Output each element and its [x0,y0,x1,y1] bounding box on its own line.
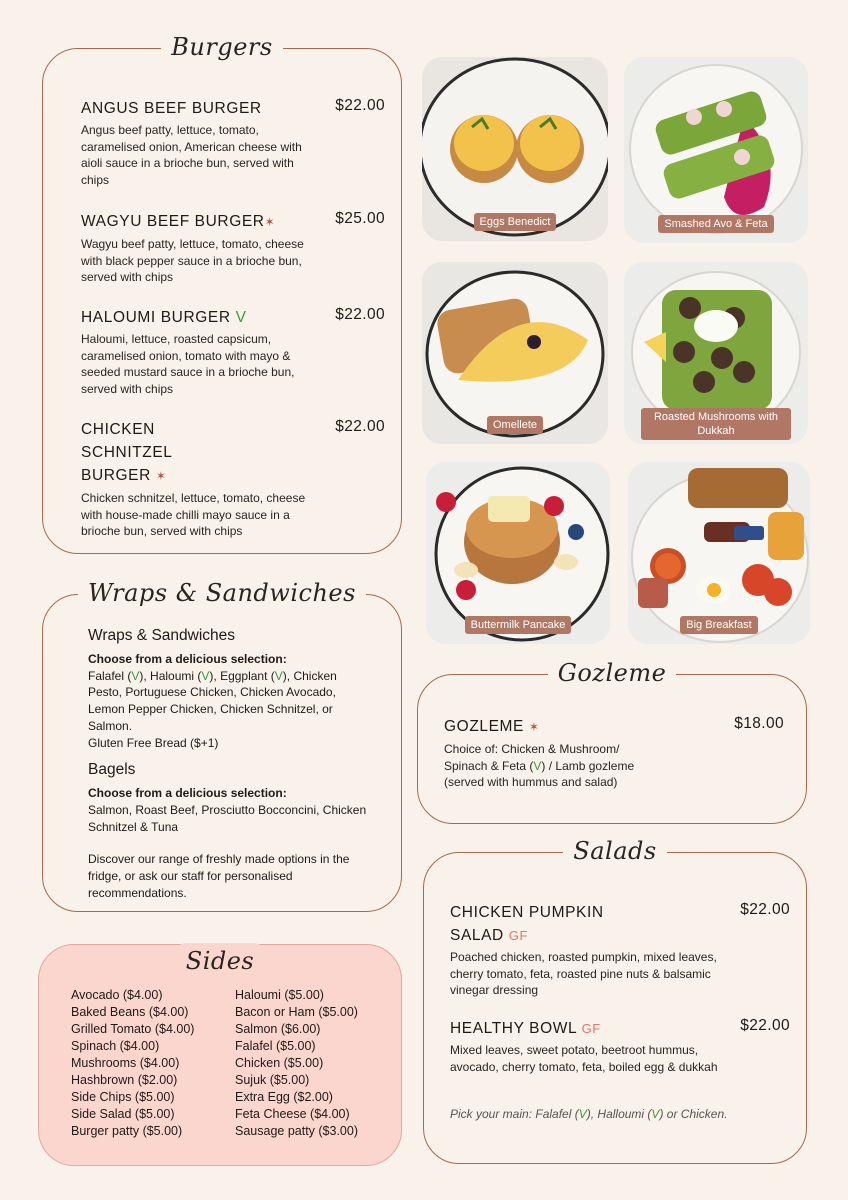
side-item: Avocado ($4.00) [71,988,163,1002]
menu-item [444,715,784,791]
gozleme-panel [417,659,807,824]
vegetarian-marker: V [235,309,247,326]
vegetarian-marker: V [201,668,210,683]
item-description [444,741,784,791]
gozleme-title: Gozleme [548,655,677,691]
photo-omelette [422,262,608,444]
side-item: Haloumi ($5.00) [235,988,324,1002]
wraps-choose-label: Choose from a delicious selection: [88,652,287,666]
gozleme-desc-text: Choice of: Chicken & Mushroom/ Spinach & Feta ( [444,742,620,773]
side-item: Sujuk ($5.00) [235,1073,310,1087]
gluten-free-note: Gluten Free Bread ($+1) [88,735,219,750]
photo-roasted-mushrooms [624,262,808,444]
sides-panel [38,944,402,1166]
bagels-list: Salmon, Roast Beef, Prosciutto Bocconcini, Chicken Schnitzel & Tuna [88,802,367,834]
photo-smashed-avo [624,57,808,243]
pick-main-text: ), Halloumi ( [586,1107,652,1121]
pick-main-text: Pick your main: Falafel ( [450,1107,579,1121]
wraps-heading: Wraps & Sandwiches [88,627,236,644]
wraps-content [88,625,373,901]
item-description: Poached chicken, roasted pumpkin, mixed leaves, cherry tomato, feta, roasted pine nuts & balsamic vinegar dressing [450,950,717,998]
item-name: ANGUS BEEF BURGER [81,100,262,117]
side-item: Side Salad ($5.00) [71,1107,175,1121]
item-description: Angus beef patty, lettuce, tomato, caramelised onion, American cheese with aioli sauce in a brioche bun, served with chips [81,123,302,188]
gozleme-desc-text: ) / Lamb gozleme (served with hummus and salad) [444,758,635,790]
side-item: Sausage patty ($3.00) [235,1124,358,1138]
vegetarian-marker: V [274,668,283,683]
side-item: Spinach ($4.00) [71,1039,160,1053]
side-item: Mushrooms ($4.00) [71,1056,180,1070]
item-name: GOZLEME [444,718,524,735]
gluten-free-marker: GF [508,928,529,943]
photo-caption: Buttermilk Pancake [465,616,572,634]
side-item: Feta Cheese ($4.00) [235,1107,350,1121]
item-price: $25.00 [335,210,385,227]
item-description: Wagyu beef patty, lettuce, tomato, cheese with black pepper sauce in a brioche bun, served with chips [81,237,304,285]
item-description: Mixed leaves, sweet potato, beetroot hummus, avocado, cherry tomato, feta, boiled egg & dukkah [450,1043,718,1074]
item-price: $22.00 [740,901,790,918]
wraps-list-text: Falafel ( [88,668,132,683]
wraps-list-text: ), Haloumi ( [139,668,202,683]
wraps-panel [42,579,402,912]
chilli-star-icon: ✶ [155,469,167,483]
menu-item [81,418,385,540]
burgers-title: Burgers [161,29,282,65]
photo-caption: Eggs Benedict [474,213,557,231]
salads-panel [423,837,807,1164]
wraps-list-text: ), Eggplant ( [209,668,275,683]
photo-big-breakfast [628,462,810,644]
bagels-choose-label: Choose from a delicious selection: [88,786,287,801]
side-item: Extra Egg ($2.00) [235,1090,333,1104]
side-item: Burger patty ($5.00) [71,1124,183,1138]
menu-item [81,97,385,189]
wraps-list-text: ), Chicken Pesto, Portuguese Chicken, Chicken Avocado, Lemon Pepper Chicken, Chicken Schnitzel, or Salmon. [88,668,337,733]
item-description: Chicken schnitzel, lettuce, tomato, cheese with house-made chilli mayo sauce in a brioche bun, served with chips [81,491,306,539]
photo-caption: Roasted Mushrooms with Dukkah [641,408,791,440]
sides-list [71,987,385,1140]
side-item: Grilled Tomato ($4.00) [71,1022,195,1036]
vegetarian-marker: V [533,758,542,773]
side-item: Side Chips ($5.00) [71,1090,175,1104]
item-name: CHICKEN PUMPKIN SALAD [450,904,604,944]
photo-caption: Big Breakfast [680,616,757,634]
chilli-star-icon: ✶ [264,215,276,229]
side-item: Bacon or Ham ($5.00) [235,1005,358,1019]
side-item: Salmon ($6.00) [235,1022,321,1036]
side-item: Baked Beans ($4.00) [71,1005,189,1019]
wraps-list [88,668,373,735]
vegetarian-marker: V [651,1107,660,1121]
photo-buttermilk-pancake [426,462,610,644]
item-name: WAGYU BEEF BURGER [81,213,265,230]
vegetarian-marker: V [131,668,140,683]
item-price: $18.00 [734,715,784,732]
item-price: $22.00 [335,97,385,114]
pick-main-text: ) or Chicken. [659,1107,728,1121]
photo-caption: Smashed Avo & Feta [658,215,773,233]
item-price: $22.00 [740,1017,790,1034]
menu-item [81,306,385,398]
item-price: $22.00 [335,306,385,323]
side-item: Chicken ($5.00) [235,1056,324,1070]
sides-title: Sides [176,943,265,979]
photo-caption: Omellete [487,416,543,434]
item-name: HEALTHY BOWL [450,1020,577,1037]
menu-item [450,1017,790,1075]
item-description: Haloumi, lettuce, roasted capsicum, caramelised onion, tomato with mayo & seeded mustard sauce in a brioche bun, served with chips [81,332,295,397]
vegetarian-marker: V [578,1107,587,1121]
fridge-note: Discover our range of freshly made options in the fridge, or ask our staff for personalised recommendations. [88,852,350,900]
burgers-panel [42,33,402,554]
gluten-free-marker: GF [581,1021,601,1036]
item-name: HALOUMI BURGER [81,309,231,326]
menu-item [450,901,790,999]
pick-main-note [450,1106,742,1123]
salads-title: Salads [563,833,666,869]
photo-eggs-benedict [422,57,608,241]
chilli-star-icon: ✶ [528,720,540,734]
item-price: $22.00 [335,418,385,435]
side-item: Hashbrown ($2.00) [71,1073,178,1087]
bagels-heading: Bagels [88,761,136,779]
side-item: Falafel ($5.00) [235,1039,316,1053]
menu-item [81,210,385,286]
item-name: CHICKEN SCHNITZEL BURGER [81,421,172,484]
wraps-title: Wraps & Sandwiches [78,575,366,611]
